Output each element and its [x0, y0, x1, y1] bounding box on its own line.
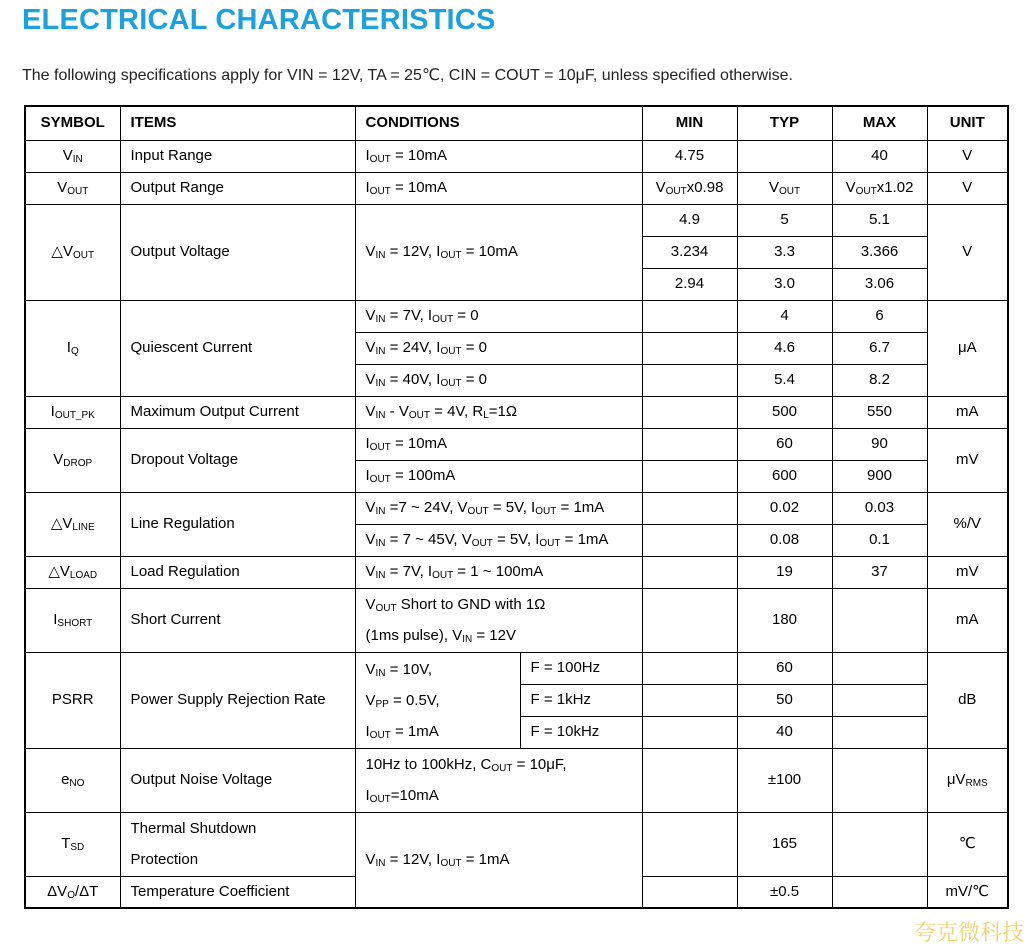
- max-cell: 37: [832, 556, 927, 588]
- symbol-delta-vload: $\triangle V_{LOAD}$: [25, 556, 120, 588]
- item-cell: Quiescent Current: [120, 300, 355, 396]
- table-row: [25, 588, 1008, 652]
- symbol-iq: $I_Q$: [25, 300, 120, 396]
- condition-cell: $I_{OUT} = 10mA$: [355, 172, 642, 204]
- header-typ: TYP: [737, 106, 832, 140]
- electrical-characteristics-table: [24, 105, 1009, 909]
- min-cell: [642, 396, 737, 428]
- condition-cell: $I_{OUT} = 10mA$: [355, 428, 642, 460]
- unit-cell: $\mu V_{RMS}$: [927, 748, 1008, 812]
- header-items: ITEMS: [120, 106, 355, 140]
- table-row: [25, 812, 1008, 876]
- condition-cell: $V_{IN} = 24V$, $I_{OUT} = 0$: [355, 332, 642, 364]
- typ-cell: 3.3: [737, 236, 832, 268]
- header-conditions: CONDITIONS: [355, 106, 642, 140]
- min-cell: [642, 588, 737, 652]
- condition-cell: $V_{IN} = 7V$, $I_{OUT} = 1$ ~ 100mA: [355, 556, 642, 588]
- min-cell: [642, 652, 737, 684]
- condition-cell: $V_{IN} = 12V$, $I_{OUT} = 1mA$: [355, 812, 642, 908]
- min-cell: [642, 460, 737, 492]
- item-cell: Input Range: [120, 140, 355, 172]
- symbol-psrr: PSRR: [25, 652, 120, 748]
- typ-cell: ±0.5: [737, 876, 832, 908]
- typ-cell: ±100: [737, 748, 832, 812]
- item-cell: Dropout Voltage: [120, 428, 355, 492]
- unit-cell: mV/℃: [927, 876, 1008, 908]
- item-cell: Output Voltage: [120, 204, 355, 300]
- table-row: [25, 748, 1008, 812]
- table-row: [25, 204, 1008, 236]
- item-cell: Output Range: [120, 172, 355, 204]
- max-cell: 0.03: [832, 492, 927, 524]
- condition-cell: $I_{OUT} = 100mA$: [355, 460, 642, 492]
- item-cell: Thermal Shutdown Protection: [120, 812, 355, 876]
- frequency-cell: F = 100Hz: [520, 652, 642, 684]
- typ-cell: 40: [737, 716, 832, 748]
- condition-cell: $V_{OUT}$ Short to GND with 1Ω (1ms pulse), $V_{IN} = 12V$: [355, 588, 642, 652]
- typ-cell: $V_{OUT}$: [737, 172, 832, 204]
- max-cell: [832, 588, 927, 652]
- min-cell: 2.94: [642, 268, 737, 300]
- max-cell: [832, 876, 927, 908]
- typ-cell: 60: [737, 428, 832, 460]
- header-min: MIN: [642, 106, 737, 140]
- max-cell: [832, 748, 927, 812]
- item-cell: Line Regulation: [120, 492, 355, 556]
- max-cell: 0.1: [832, 524, 927, 556]
- typ-cell: 3.0: [737, 268, 832, 300]
- min-cell: [642, 684, 737, 716]
- symbol-ishort: $I_{SHORT}$: [25, 588, 120, 652]
- symbol-delta-vout: $\triangle V_{OUT}$: [25, 204, 120, 300]
- max-cell: 90: [832, 428, 927, 460]
- symbol-vdrop: $V_{DROP}$: [25, 428, 120, 492]
- item-cell: Power Supply Rejection Rate: [120, 652, 355, 748]
- typ-cell: 165: [737, 812, 832, 876]
- unit-cell: mA: [927, 588, 1008, 652]
- max-cell: [832, 684, 927, 716]
- table-row: [25, 140, 1008, 172]
- max-cell: 40: [832, 140, 927, 172]
- header-row: [25, 106, 1008, 140]
- unit-cell: μA: [927, 300, 1008, 396]
- min-cell: [642, 556, 737, 588]
- min-cell: [642, 364, 737, 396]
- unit-cell: V: [927, 204, 1008, 300]
- max-cell: [832, 652, 927, 684]
- min-cell: [642, 492, 737, 524]
- condition-cell: $V_{IN} = 40V$, $I_{OUT} = 0$: [355, 364, 642, 396]
- typ-cell: 0.08: [737, 524, 832, 556]
- table-row: [25, 428, 1008, 460]
- typ-cell: 600: [737, 460, 832, 492]
- max-cell: [832, 812, 927, 876]
- condition-cell: 10Hz to 100kHz, $C_{OUT} = 10\mu F$, $I_{OUT}=10mA$: [355, 748, 642, 812]
- table-row: [25, 556, 1008, 588]
- unit-cell: %/V: [927, 492, 1008, 556]
- typ-cell: 50: [737, 684, 832, 716]
- table-row: [25, 396, 1008, 428]
- typ-cell: 4.6: [737, 332, 832, 364]
- header-symbol: SYMBOL: [25, 106, 120, 140]
- typ-cell: 4: [737, 300, 832, 332]
- table-row: [25, 300, 1008, 332]
- unit-cell: mV: [927, 428, 1008, 492]
- max-cell: 8.2: [832, 364, 927, 396]
- header-max: MAX: [832, 106, 927, 140]
- min-cell: [642, 300, 737, 332]
- item-cell: Temperature Coefficient: [120, 876, 355, 908]
- table-row: [25, 652, 1008, 684]
- symbol-temp-coefficient: $\Delta V_O/\Delta T$: [25, 876, 120, 908]
- min-cell: [642, 332, 737, 364]
- max-cell: 6: [832, 300, 927, 332]
- typ-cell: 0.02: [737, 492, 832, 524]
- item-cell: Short Current: [120, 588, 355, 652]
- min-cell: 4.9: [642, 204, 737, 236]
- typ-cell: 5.4: [737, 364, 832, 396]
- condition-cell: $I_{OUT} = 10mA$: [355, 140, 642, 172]
- item-cell: Maximum Output Current: [120, 396, 355, 428]
- max-cell: 3.366: [832, 236, 927, 268]
- condition-cell: $V_{IN} = 7$ ~ 45V, $V_{OUT} = 5V$, $I_{OUT} = 1mA$: [355, 524, 642, 556]
- max-cell: 3.06: [832, 268, 927, 300]
- symbol-vout: $V_{OUT}$: [25, 172, 120, 204]
- min-cell: [642, 748, 737, 812]
- table-row: [25, 172, 1008, 204]
- max-cell: [832, 716, 927, 748]
- watermark: 夸克微科技: [913, 921, 1024, 946]
- symbol-vin: $V_{IN}$: [25, 140, 120, 172]
- typ-cell: [737, 140, 832, 172]
- intro-text: The following specifications apply for VIN = 12V, TA = 25℃, CIN = COUT = 10μF, unless specified otherwise.: [22, 67, 793, 84]
- typ-cell: 19: [737, 556, 832, 588]
- condition-cell: $V_{IN} = 12V$, $I_{OUT} = 10mA$: [355, 204, 642, 300]
- unit-cell: dB: [927, 652, 1008, 748]
- page-title: ELECTRICAL CHARACTERISTICS: [22, 4, 496, 36]
- min-cell: [642, 876, 737, 908]
- unit-cell: mV: [927, 556, 1008, 588]
- max-cell: 900: [832, 460, 927, 492]
- item-cell: Output Noise Voltage: [120, 748, 355, 812]
- unit-cell: mA: [927, 396, 1008, 428]
- symbol-tsd: $T_{SD}$: [25, 812, 120, 876]
- condition-cell: $V_{IN} - V_{OUT} = 4V$, $R_L=1\Omega$: [355, 396, 642, 428]
- typ-cell: 5: [737, 204, 832, 236]
- unit-cell: V: [927, 172, 1008, 204]
- min-cell: [642, 524, 737, 556]
- condition-cell: $V_{IN} = 7V$, $I_{OUT} = 0$: [355, 300, 642, 332]
- header-unit: UNIT: [927, 106, 1008, 140]
- typ-cell: 60: [737, 652, 832, 684]
- frequency-cell: F = 10kHz: [520, 716, 642, 748]
- min-cell: $V_{OUT}x0.98$: [642, 172, 737, 204]
- unit-cell: V: [927, 140, 1008, 172]
- condition-cell: $V_{IN} = 10V$, $V_{PP} = 0.5V$, $I_{OUT} = 1mA$: [355, 652, 520, 748]
- symbol-iout-pk: $I_{OUT\_PK}$: [25, 396, 120, 428]
- min-cell: [642, 812, 737, 876]
- min-cell: [642, 428, 737, 460]
- condition-cell: $V_{IN} =7$ ~ 24V, $V_{OUT} = 5V$, $I_{OUT} = 1mA$: [355, 492, 642, 524]
- min-cell: 4.75: [642, 140, 737, 172]
- symbol-delta-vline: $\triangle V_{LINE}$: [25, 492, 120, 556]
- max-cell: 550: [832, 396, 927, 428]
- min-cell: [642, 716, 737, 748]
- min-cell: 3.234: [642, 236, 737, 268]
- typ-cell: 500: [737, 396, 832, 428]
- max-cell: 6.7: [832, 332, 927, 364]
- item-cell: Load Regulation: [120, 556, 355, 588]
- frequency-cell: F = 1kHz: [520, 684, 642, 716]
- table-row: [25, 492, 1008, 524]
- symbol-eno: $e_{NO}$: [25, 748, 120, 812]
- typ-cell: 180: [737, 588, 832, 652]
- unit-cell: ℃: [927, 812, 1008, 876]
- max-cell: 5.1: [832, 204, 927, 236]
- max-cell: $V_{OUT}x1.02$: [832, 172, 927, 204]
